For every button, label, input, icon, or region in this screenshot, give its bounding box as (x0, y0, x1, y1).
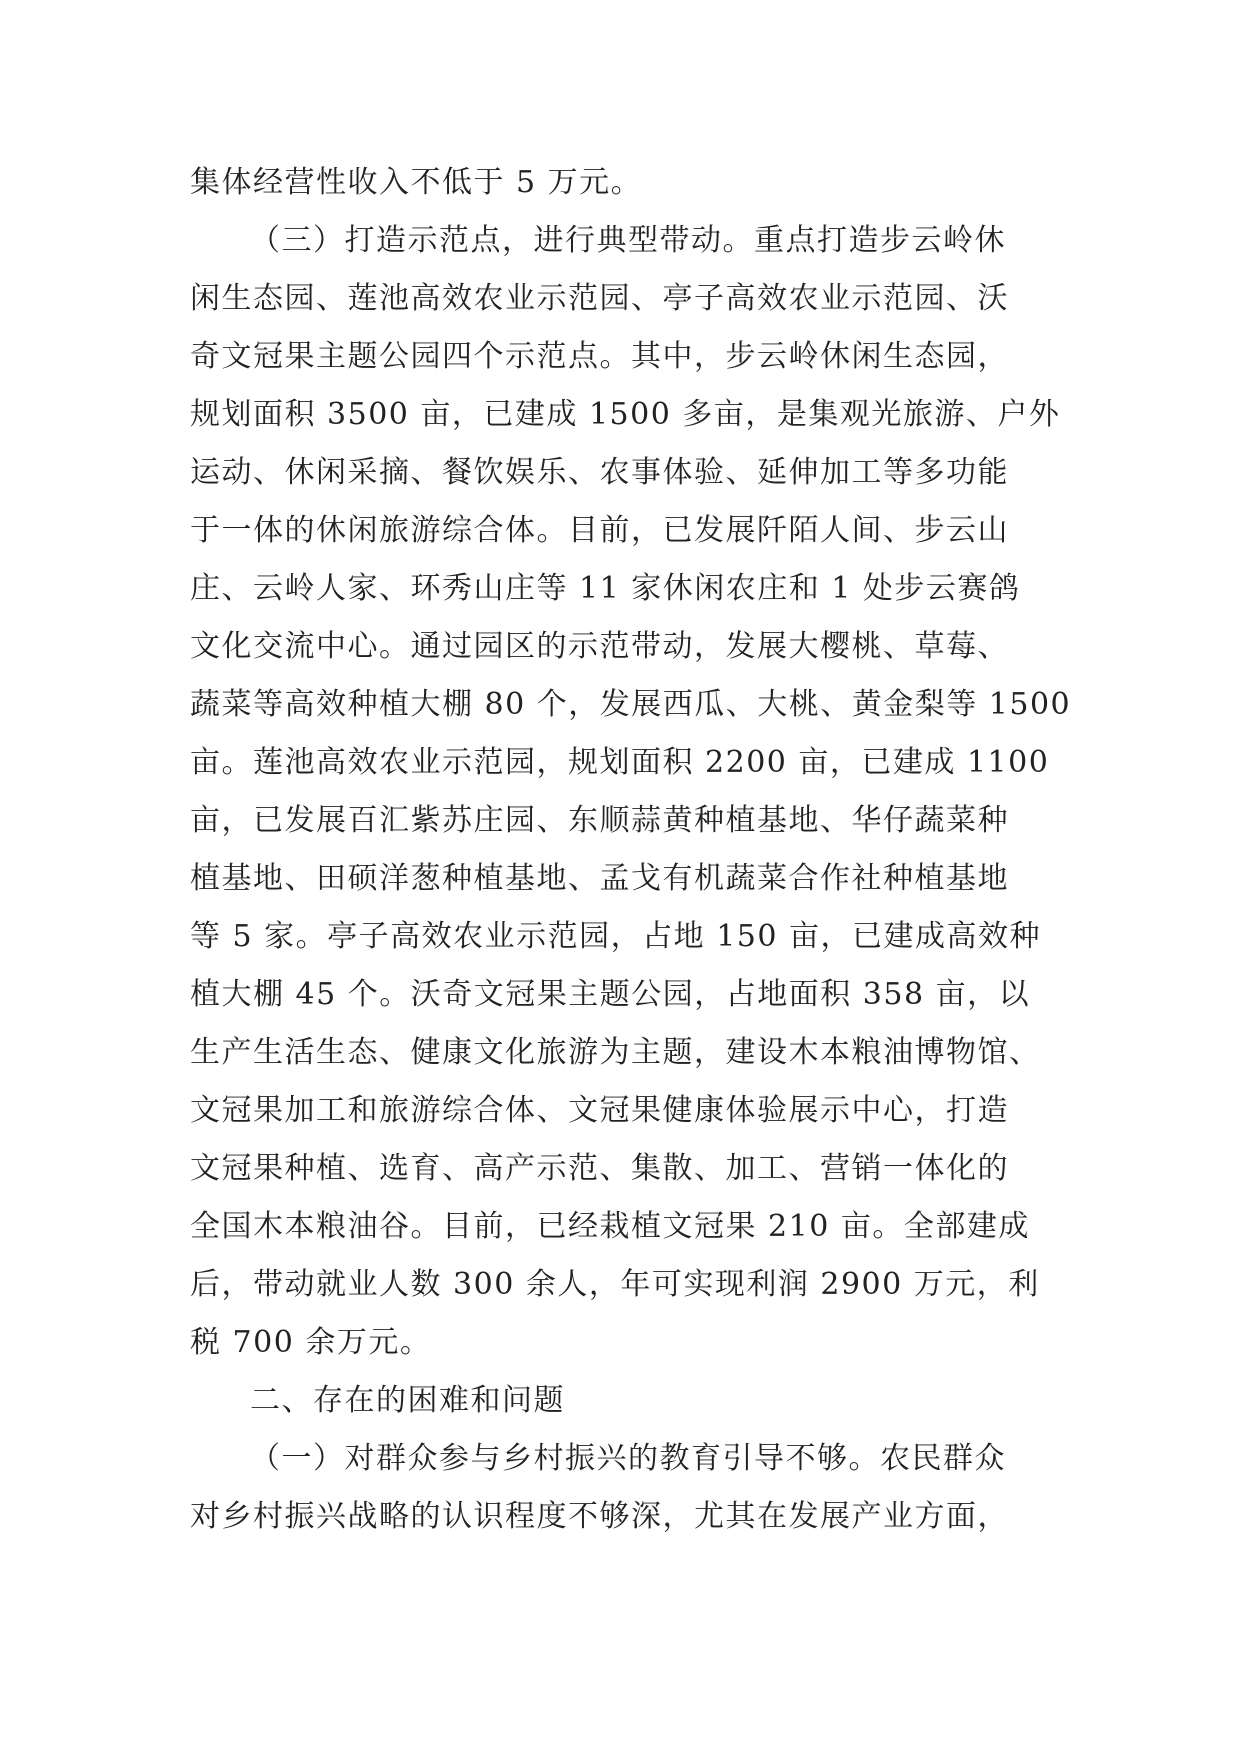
text-line: 后，带动就业人数 300 余人，年可实现利润 2900 万元，利 (190, 1267, 1040, 1302)
text-line: 运动、休闲采摘、餐饮娱乐、农事体验、延伸加工等多功能 (190, 455, 1009, 490)
text-line: 文冠果种植、选育、高产示范、集散、加工、营销一体化的 (190, 1151, 1009, 1186)
text-line: 植基地、田硕洋葱种植基地、孟戈有机蔬菜合作社种植基地 (190, 861, 1009, 896)
section-heading: 二、存在的困难和问题 (250, 1383, 565, 1418)
text-line: 亩，已发展百汇紫苏庄园、东顺蒜黄种植基地、华仔蔬菜种 (190, 803, 1009, 838)
text-line: 于一体的休闲旅游综合体。目前，已发展阡陌人间、步云山 (190, 513, 1009, 548)
text-line: 闲生态园、莲池高效农业示范园、亭子高效农业示范园、沃 (190, 281, 1009, 316)
text-line: 文化交流中心。通过园区的示范带动，发展大樱桃、草莓、 (190, 629, 1009, 664)
text-line: 生产生活生态、健康文化旅游为主题，建设木本粮油博物馆、 (190, 1035, 1041, 1070)
text-line: 亩。莲池高效农业示范园，规划面积 2200 亩，已建成 1100 (190, 745, 1050, 780)
text-line: （三）打造示范点，进行典型带动。重点打造步云岭休 (250, 223, 1006, 258)
text-line: 规划面积 3500 亩，已建成 1500 多亩，是集观光旅游、户外 (190, 397, 1061, 432)
text-line: 全国木本粮油谷。目前，已经栽植文冠果 210 亩。全部建成 (190, 1209, 1030, 1244)
text-line: 庄、云岭人家、环秀山庄等 11 家休闲农庄和 1 处步云赛鸽 (190, 571, 1021, 606)
text-line: 集体经营性收入不低于 5 万元。 (190, 165, 643, 200)
text-line: （一）对群众参与乡村振兴的教育引导不够。农民群众 (250, 1441, 1006, 1476)
text-line: 蔬菜等高效种植大棚 80 个，发展西瓜、大桃、黄金梨等 1500 (190, 687, 1072, 722)
text-line: 奇文冠果主题公园四个示范点。其中，步云岭休闲生态园， (190, 339, 1009, 374)
text-line: 等 5 家。亭子高效农业示范园，占地 150 亩，已建成高效种 (190, 919, 1041, 954)
text-line: 税 700 余万元。 (190, 1325, 432, 1360)
document-body (190, 154, 1072, 1546)
text-line: 文冠果加工和旅游综合体、文冠果健康体验展示中心，打造 (190, 1093, 1009, 1128)
text-line: 植大棚 45 个。沃奇文冠果主题公园，占地面积 358 亩，以 (190, 977, 1031, 1012)
text-line: 对乡村振兴战略的认识程度不够深，尤其在发展产业方面， (190, 1499, 1009, 1534)
